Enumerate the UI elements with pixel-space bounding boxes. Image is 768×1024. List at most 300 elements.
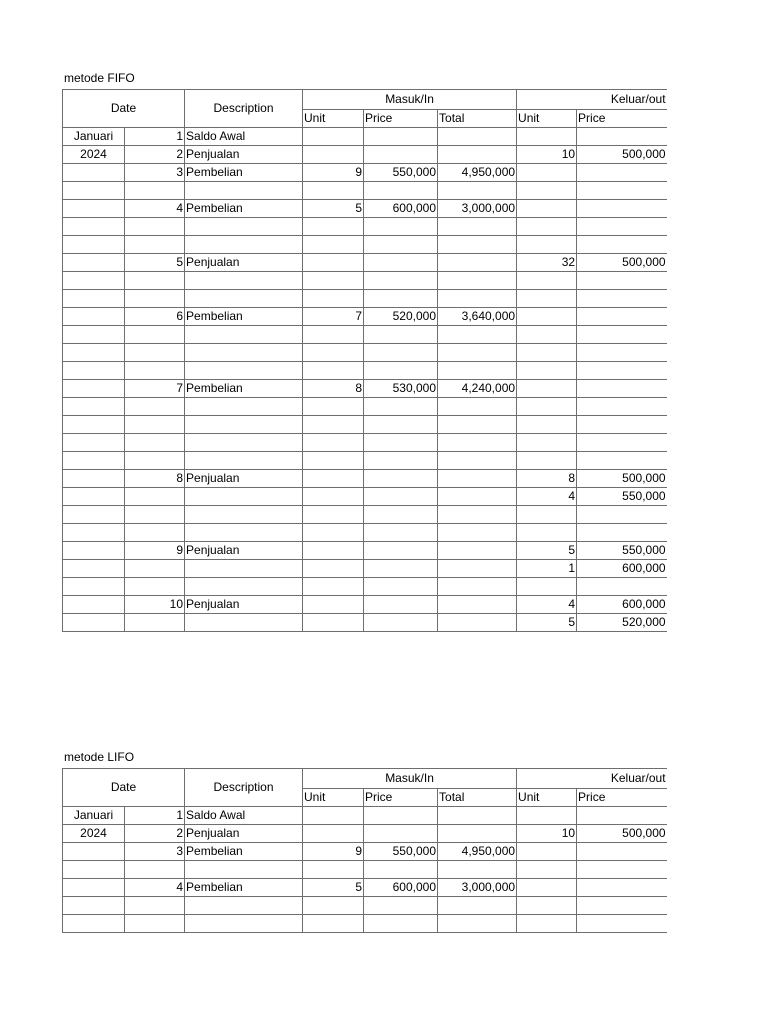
in-price-cell bbox=[364, 128, 438, 146]
in-unit-cell bbox=[303, 596, 364, 614]
table-row bbox=[63, 452, 667, 470]
table-row bbox=[63, 807, 667, 825]
in-unit-cell bbox=[303, 542, 364, 560]
number-cell bbox=[125, 897, 185, 915]
number-cell bbox=[125, 614, 185, 632]
out-unit-cell bbox=[517, 164, 577, 182]
in-unit-cell bbox=[303, 560, 364, 578]
in-price-cell bbox=[364, 861, 438, 879]
date-cell bbox=[63, 614, 125, 632]
out-price-cell bbox=[577, 290, 667, 308]
in-total-cell bbox=[438, 470, 517, 488]
out-price-cell bbox=[577, 128, 667, 146]
out-price-cell bbox=[577, 578, 667, 596]
number-cell: 6 bbox=[125, 308, 185, 326]
description-cell bbox=[185, 218, 303, 236]
in-total-cell bbox=[438, 452, 517, 470]
out-unit-cell bbox=[517, 308, 577, 326]
date-header: Date bbox=[63, 769, 185, 807]
in-total-cell bbox=[438, 596, 517, 614]
out-price-cell bbox=[577, 362, 667, 380]
out-price-cell bbox=[577, 524, 667, 542]
in-total-cell: 4,950,000 bbox=[438, 164, 517, 182]
date-cell bbox=[63, 524, 125, 542]
description-cell bbox=[185, 560, 303, 578]
out-price-cell bbox=[577, 434, 667, 452]
in-total-cell bbox=[438, 272, 517, 290]
out-price-cell: 550,000 bbox=[577, 488, 667, 506]
date-cell bbox=[63, 380, 125, 398]
in-total-cell bbox=[438, 542, 517, 560]
description-cell bbox=[185, 290, 303, 308]
in-price-cell bbox=[364, 524, 438, 542]
in-unit-cell bbox=[303, 218, 364, 236]
in-total-cell bbox=[438, 146, 517, 164]
out-price-cell bbox=[577, 897, 667, 915]
in-total-cell bbox=[438, 897, 517, 915]
lifo-table bbox=[62, 768, 667, 933]
description-cell: Penjualan bbox=[185, 470, 303, 488]
in-price-cell bbox=[364, 578, 438, 596]
description-cell: Saldo Awal bbox=[185, 807, 303, 825]
description-cell: Penjualan bbox=[185, 146, 303, 164]
date-cell bbox=[63, 470, 125, 488]
fifo-table bbox=[62, 89, 667, 632]
in-unit-cell bbox=[303, 470, 364, 488]
in-total-cell bbox=[438, 614, 517, 632]
date-cell bbox=[63, 596, 125, 614]
number-cell bbox=[125, 452, 185, 470]
out-unit-cell bbox=[517, 843, 577, 861]
out-price-header: Price bbox=[577, 789, 667, 807]
in-unit-cell bbox=[303, 807, 364, 825]
in-unit-cell: 8 bbox=[303, 380, 364, 398]
description-cell bbox=[185, 326, 303, 344]
table-row bbox=[63, 416, 667, 434]
number-cell bbox=[125, 362, 185, 380]
date-cell bbox=[63, 218, 125, 236]
in-unit-cell bbox=[303, 506, 364, 524]
in-price-cell bbox=[364, 362, 438, 380]
description-cell: Penjualan bbox=[185, 825, 303, 843]
out-unit-cell bbox=[517, 807, 577, 825]
number-cell: 9 bbox=[125, 542, 185, 560]
number-cell: 10 bbox=[125, 596, 185, 614]
description-cell: Penjualan bbox=[185, 542, 303, 560]
number-cell: 7 bbox=[125, 380, 185, 398]
description-cell bbox=[185, 434, 303, 452]
out-price-cell bbox=[577, 218, 667, 236]
out-price-cell bbox=[577, 452, 667, 470]
in-unit-cell bbox=[303, 146, 364, 164]
out-unit-cell bbox=[517, 326, 577, 344]
in-unit-cell bbox=[303, 128, 364, 146]
date-cell bbox=[63, 506, 125, 524]
date-cell bbox=[63, 434, 125, 452]
table-row bbox=[63, 272, 667, 290]
in-total-cell: 3,000,000 bbox=[438, 200, 517, 218]
table-row bbox=[63, 380, 667, 398]
number-cell: 3 bbox=[125, 843, 185, 861]
out-price-cell bbox=[577, 182, 667, 200]
out-unit-cell bbox=[517, 915, 577, 933]
in-total-cell bbox=[438, 915, 517, 933]
date-cell bbox=[63, 236, 125, 254]
date-cell bbox=[63, 182, 125, 200]
in-unit-cell: 9 bbox=[303, 164, 364, 182]
description-cell bbox=[185, 578, 303, 596]
table-row bbox=[63, 200, 667, 218]
table-row bbox=[63, 236, 667, 254]
in-total-header: Total bbox=[438, 110, 517, 128]
table-row bbox=[63, 470, 667, 488]
in-price-cell bbox=[364, 290, 438, 308]
table-row bbox=[63, 614, 667, 632]
number-cell bbox=[125, 272, 185, 290]
out-price-cell bbox=[577, 272, 667, 290]
table-row bbox=[63, 488, 667, 506]
date-cell bbox=[63, 879, 125, 897]
out-unit-cell: 4 bbox=[517, 488, 577, 506]
fifo-title: metode FIFO bbox=[64, 71, 135, 85]
in-total-cell: 4,240,000 bbox=[438, 380, 517, 398]
in-total-cell bbox=[438, 254, 517, 272]
table-row bbox=[63, 290, 667, 308]
in-price-cell bbox=[364, 146, 438, 164]
out-unit-cell: 5 bbox=[517, 614, 577, 632]
description-cell: Pembelian bbox=[185, 879, 303, 897]
out-unit-cell bbox=[517, 218, 577, 236]
in-total-cell bbox=[438, 362, 517, 380]
in-total-cell bbox=[438, 578, 517, 596]
number-cell bbox=[125, 344, 185, 362]
out-unit-cell bbox=[517, 879, 577, 897]
description-cell bbox=[185, 488, 303, 506]
in-total-cell bbox=[438, 434, 517, 452]
out-price-cell bbox=[577, 398, 667, 416]
in-price-cell: 550,000 bbox=[364, 164, 438, 182]
number-cell bbox=[125, 578, 185, 596]
out-unit-cell bbox=[517, 380, 577, 398]
table-row bbox=[63, 524, 667, 542]
table-row bbox=[63, 861, 667, 879]
out-unit-cell bbox=[517, 434, 577, 452]
out-price-cell: 600,000 bbox=[577, 596, 667, 614]
out-price-cell bbox=[577, 308, 667, 326]
out-unit-cell: 1 bbox=[517, 560, 577, 578]
in-total-cell bbox=[438, 128, 517, 146]
table-row bbox=[63, 308, 667, 326]
date-cell bbox=[63, 200, 125, 218]
in-unit-cell bbox=[303, 326, 364, 344]
out-price-cell bbox=[577, 380, 667, 398]
in-price-cell: 520,000 bbox=[364, 308, 438, 326]
in-total-cell bbox=[438, 560, 517, 578]
number-cell bbox=[125, 524, 185, 542]
description-cell: Pembelian bbox=[185, 308, 303, 326]
description-cell bbox=[185, 398, 303, 416]
in-unit-header: Unit bbox=[303, 110, 364, 128]
in-group-header: Masuk/In bbox=[303, 90, 517, 110]
in-unit-cell: 9 bbox=[303, 843, 364, 861]
description-header: Description bbox=[185, 769, 303, 807]
number-cell: 1 bbox=[125, 807, 185, 825]
description-cell bbox=[185, 362, 303, 380]
description-cell: Pembelian bbox=[185, 164, 303, 182]
in-unit-cell bbox=[303, 272, 364, 290]
date-cell: 2024 bbox=[63, 825, 125, 843]
table-row bbox=[63, 254, 667, 272]
in-unit-cell bbox=[303, 897, 364, 915]
date-cell bbox=[63, 362, 125, 380]
number-cell bbox=[125, 290, 185, 308]
in-unit-cell bbox=[303, 861, 364, 879]
out-unit-cell bbox=[517, 861, 577, 879]
lifo-title: metode LIFO bbox=[64, 750, 135, 764]
in-price-cell bbox=[364, 344, 438, 362]
out-unit-cell bbox=[517, 290, 577, 308]
number-cell bbox=[125, 182, 185, 200]
in-unit-cell bbox=[303, 578, 364, 596]
in-price-cell bbox=[364, 542, 438, 560]
in-group-header: Masuk/In bbox=[303, 769, 517, 789]
in-unit-cell bbox=[303, 398, 364, 416]
date-cell bbox=[63, 398, 125, 416]
in-price-cell bbox=[364, 398, 438, 416]
in-total-cell bbox=[438, 236, 517, 254]
number-cell bbox=[125, 506, 185, 524]
description-cell: Penjualan bbox=[185, 596, 303, 614]
in-total-cell bbox=[438, 524, 517, 542]
in-price-cell bbox=[364, 807, 438, 825]
in-price-header: Price bbox=[364, 110, 438, 128]
in-price-cell: 550,000 bbox=[364, 843, 438, 861]
in-total-cell: 3,640,000 bbox=[438, 308, 517, 326]
table-row bbox=[63, 344, 667, 362]
in-unit-cell bbox=[303, 362, 364, 380]
out-unit-cell bbox=[517, 128, 577, 146]
out-unit-cell bbox=[517, 362, 577, 380]
date-cell bbox=[63, 452, 125, 470]
in-price-cell bbox=[364, 560, 438, 578]
in-price-cell bbox=[364, 182, 438, 200]
out-price-cell bbox=[577, 506, 667, 524]
number-cell bbox=[125, 560, 185, 578]
number-cell bbox=[125, 236, 185, 254]
in-price-cell bbox=[364, 326, 438, 344]
table-row bbox=[63, 897, 667, 915]
date-cell bbox=[63, 578, 125, 596]
out-price-header: Price bbox=[577, 110, 667, 128]
in-unit-cell: 7 bbox=[303, 308, 364, 326]
in-price-cell bbox=[364, 915, 438, 933]
number-cell bbox=[125, 915, 185, 933]
table-row bbox=[63, 506, 667, 524]
in-total-cell bbox=[438, 488, 517, 506]
in-unit-cell bbox=[303, 290, 364, 308]
in-price-cell bbox=[364, 506, 438, 524]
table-row bbox=[63, 398, 667, 416]
in-unit-cell bbox=[303, 452, 364, 470]
date-cell bbox=[63, 308, 125, 326]
date-cell bbox=[63, 272, 125, 290]
number-cell: 5 bbox=[125, 254, 185, 272]
out-unit-header: Unit bbox=[517, 789, 577, 807]
number-cell: 4 bbox=[125, 879, 185, 897]
out-unit-cell bbox=[517, 344, 577, 362]
in-price-cell bbox=[364, 596, 438, 614]
date-cell: 2024 bbox=[63, 146, 125, 164]
in-unit-cell bbox=[303, 236, 364, 254]
out-price-cell: 500,000 bbox=[577, 470, 667, 488]
date-cell bbox=[63, 915, 125, 933]
in-total-cell bbox=[438, 344, 517, 362]
description-cell bbox=[185, 236, 303, 254]
date-cell bbox=[63, 344, 125, 362]
table-row bbox=[63, 560, 667, 578]
date-cell bbox=[63, 488, 125, 506]
date-cell bbox=[63, 542, 125, 560]
description-cell bbox=[185, 272, 303, 290]
in-total-header: Total bbox=[438, 789, 517, 807]
table-row bbox=[63, 128, 667, 146]
description-cell bbox=[185, 861, 303, 879]
date-cell bbox=[63, 326, 125, 344]
out-unit-cell: 4 bbox=[517, 596, 577, 614]
in-unit-cell bbox=[303, 524, 364, 542]
out-price-cell bbox=[577, 164, 667, 182]
number-cell: 3 bbox=[125, 164, 185, 182]
table-row bbox=[63, 182, 667, 200]
description-cell bbox=[185, 897, 303, 915]
number-cell bbox=[125, 326, 185, 344]
in-price-cell bbox=[364, 452, 438, 470]
out-unit-cell bbox=[517, 578, 577, 596]
out-price-cell bbox=[577, 344, 667, 362]
number-cell: 2 bbox=[125, 825, 185, 843]
out-price-cell: 550,000 bbox=[577, 542, 667, 560]
table-row bbox=[63, 164, 667, 182]
date-cell bbox=[63, 290, 125, 308]
table-row bbox=[63, 146, 667, 164]
table-row bbox=[63, 218, 667, 236]
out-unit-cell bbox=[517, 200, 577, 218]
in-unit-cell bbox=[303, 416, 364, 434]
in-price-cell bbox=[364, 488, 438, 506]
date-cell bbox=[63, 843, 125, 861]
table-row bbox=[63, 915, 667, 933]
in-total-cell bbox=[438, 416, 517, 434]
out-price-cell bbox=[577, 807, 667, 825]
in-unit-cell: 5 bbox=[303, 200, 364, 218]
description-cell bbox=[185, 344, 303, 362]
out-unit-cell bbox=[517, 506, 577, 524]
in-price-cell bbox=[364, 470, 438, 488]
table-row bbox=[63, 578, 667, 596]
date-header: Date bbox=[63, 90, 185, 128]
in-price-cell: 600,000 bbox=[364, 200, 438, 218]
description-cell: Pembelian bbox=[185, 380, 303, 398]
out-price-cell: 600,000 bbox=[577, 560, 667, 578]
date-cell bbox=[63, 897, 125, 915]
description-cell bbox=[185, 182, 303, 200]
number-cell bbox=[125, 218, 185, 236]
out-price-cell: 500,000 bbox=[577, 825, 667, 843]
description-cell bbox=[185, 452, 303, 470]
out-group-header: Keluar/out bbox=[517, 769, 667, 789]
out-unit-cell: 10 bbox=[517, 825, 577, 843]
description-cell: Pembelian bbox=[185, 843, 303, 861]
in-price-cell bbox=[364, 897, 438, 915]
date-cell bbox=[63, 861, 125, 879]
in-unit-cell bbox=[303, 344, 364, 362]
in-price-cell bbox=[364, 434, 438, 452]
out-price-cell: 520,000 bbox=[577, 614, 667, 632]
number-cell bbox=[125, 434, 185, 452]
description-cell: Saldo Awal bbox=[185, 128, 303, 146]
out-unit-cell bbox=[517, 897, 577, 915]
date-cell bbox=[63, 416, 125, 434]
out-price-cell bbox=[577, 879, 667, 897]
table-row bbox=[63, 434, 667, 452]
description-cell: Pembelian bbox=[185, 200, 303, 218]
out-price-cell bbox=[577, 861, 667, 879]
out-unit-cell bbox=[517, 416, 577, 434]
description-header: Description bbox=[185, 90, 303, 128]
out-unit-cell: 8 bbox=[517, 470, 577, 488]
out-price-cell bbox=[577, 416, 667, 434]
number-cell: 8 bbox=[125, 470, 185, 488]
in-total-cell bbox=[438, 290, 517, 308]
in-total-cell bbox=[438, 825, 517, 843]
in-unit-cell bbox=[303, 182, 364, 200]
in-price-cell bbox=[364, 614, 438, 632]
out-unit-cell bbox=[517, 236, 577, 254]
out-unit-header: Unit bbox=[517, 110, 577, 128]
in-price-cell bbox=[364, 218, 438, 236]
date-cell: Januari bbox=[63, 807, 125, 825]
out-price-cell bbox=[577, 236, 667, 254]
out-price-cell bbox=[577, 843, 667, 861]
in-unit-cell bbox=[303, 488, 364, 506]
in-total-cell bbox=[438, 506, 517, 524]
table-row bbox=[63, 362, 667, 380]
table-row bbox=[63, 825, 667, 843]
in-unit-cell bbox=[303, 434, 364, 452]
description-cell bbox=[185, 416, 303, 434]
in-price-cell bbox=[364, 416, 438, 434]
out-unit-cell: 32 bbox=[517, 254, 577, 272]
number-cell bbox=[125, 416, 185, 434]
number-cell bbox=[125, 488, 185, 506]
in-price-cell bbox=[364, 254, 438, 272]
description-cell bbox=[185, 915, 303, 933]
out-price-cell: 500,000 bbox=[577, 146, 667, 164]
in-total-cell bbox=[438, 326, 517, 344]
out-unit-cell bbox=[517, 272, 577, 290]
out-unit-cell bbox=[517, 182, 577, 200]
out-group-header: Keluar/out bbox=[517, 90, 667, 110]
table-row bbox=[63, 879, 667, 897]
number-cell: 1 bbox=[125, 128, 185, 146]
description-cell bbox=[185, 524, 303, 542]
out-price-cell: 500,000 bbox=[577, 254, 667, 272]
table-row bbox=[63, 326, 667, 344]
in-unit-cell bbox=[303, 915, 364, 933]
out-unit-cell bbox=[517, 398, 577, 416]
number-cell: 4 bbox=[125, 200, 185, 218]
in-total-cell bbox=[438, 182, 517, 200]
